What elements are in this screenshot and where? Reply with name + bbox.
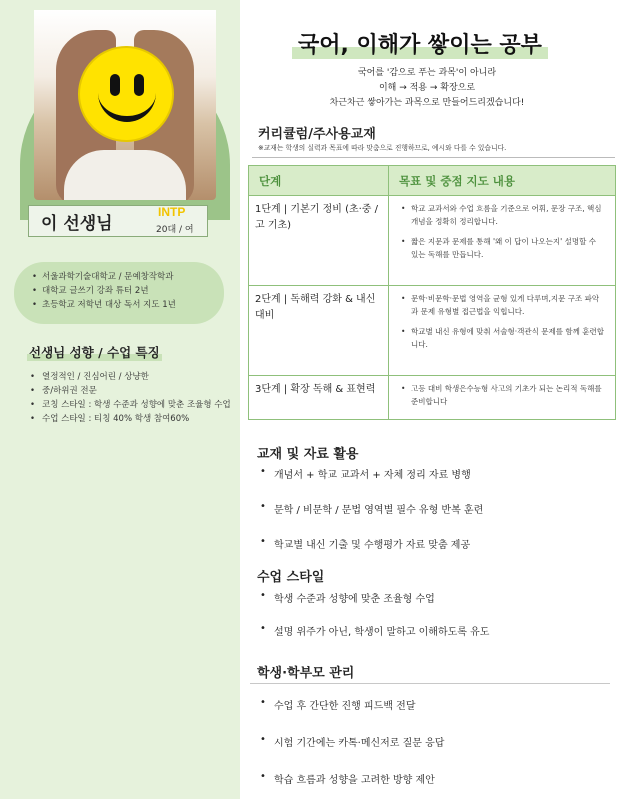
table-row (249, 376, 616, 420)
materials-heading: 교재 및 자료 활용 (257, 447, 359, 462)
bio-item: • 대학교 글쓰기 강좌 튜터 2년 (42, 284, 224, 298)
bio-item: • 초등학교 저학년 대상 독서 지도 1년 (42, 298, 224, 312)
traits-list (42, 370, 231, 426)
materials-list (250, 466, 620, 551)
style-heading: 수업 스타일 (257, 570, 325, 585)
curriculum-heading: 커리큘럼/주사용교재 (258, 127, 376, 142)
list-item: • 설명 위주가 아닌, 학생이 말하고 이해하도록 유도 (250, 623, 620, 638)
list-item: • 학습 흐름과 성향을 고려한 방향 제안 (250, 771, 620, 786)
column-header-stage: 단계 (249, 166, 389, 196)
mbti-badge: INTP (158, 205, 186, 219)
page-title: 국어, 이해가 쌓이는 공부 (292, 28, 548, 59)
list-item: • 문학 / 비문학 / 문법 영역별 필수 유형 반복 훈련 (250, 501, 620, 516)
curriculum-table (248, 165, 616, 420)
teacher-name: 이 선생님 (41, 213, 113, 234)
trait-item: • 코칭 스타일 : 학생 수준과 성향에 맞춘 조율형 수업 (42, 398, 231, 412)
style-section (250, 566, 620, 638)
divider (250, 683, 610, 684)
column-header-goal: 목표 및 중점 지도 내용 (389, 166, 616, 196)
divider (252, 157, 615, 158)
stage-cell: 1단계 | 기본기 정비 (초·중 / 고 기초) (249, 196, 389, 286)
list-item: • 수업 후 간단한 진행 피드백 전달 (250, 697, 620, 712)
table-row (249, 196, 616, 286)
goal-cell: • 고등 대비 학생은수능형 사고의 기초가 되는 논리적 독해를 준비합니다 (389, 376, 616, 420)
management-list (250, 697, 620, 786)
traits-heading: 선생님 성향 / 수업 특징 (29, 345, 160, 360)
management-section (250, 662, 620, 786)
trait-item: • 중/하위권 전문 (42, 384, 231, 398)
smiley-face-icon (78, 46, 174, 142)
style-list (250, 590, 620, 638)
curriculum-note: ※교재는 학생의 실력과 목표에 따라 맞춤으로 진행하므로, 예시와 다를 수 있습니다. (258, 144, 507, 152)
teacher-photo (34, 10, 216, 200)
goal-cell: • 학교 교과서와 수업 흐름을 기준으로 어휘, 문장 구조, 핵심 개념을 정확히 정리합니다. • 짧은 지문과 문제를 통해 '왜 이 답이 나오는지' 설명할 수 있는 독해를 만듭니다. (389, 196, 616, 286)
bio-item: • 서울과학기술대학교 / 문예창작학과 (42, 270, 224, 284)
management-heading: 학생·학부모 관리 (257, 666, 355, 681)
table-row (249, 286, 616, 376)
intro-text: 국어를 '감으로 푸는 과목'이 아니라 이해 → 적용 → 확장으로 차근차근 쌓아가는 과목으로 만들어드리겠습니다! (329, 68, 525, 108)
stage-cell: 2단계 | 독해력 강화 & 내신 대비 (249, 286, 389, 376)
list-item: • 개념서 + 학교 교과서 + 자체 정리 자료 병행 (250, 466, 620, 481)
goal-cell: • 문학·비문학·문법 영역을 균형 있게 다루며,지문 구조 파악과 문제 유형별 접근법을 익힙니다. • 학교별 내신 유형에 맞춰 서술형·객관식 문제를 함께 훈련합니다. (389, 286, 616, 376)
materials-section (250, 443, 620, 551)
bio-list (14, 262, 224, 324)
profile-sidebar (0, 0, 240, 799)
list-item: • 시험 기간에는 카톡·메신저로 질문 응답 (250, 734, 620, 749)
age-gender: 20대 / 여 (156, 225, 194, 235)
list-item: • 학생 수준과 성향에 맞춘 조율형 수업 (250, 590, 620, 605)
list-item: • 학교별 내신 기출 및 수행평가 자료 맞춤 제공 (250, 536, 620, 551)
trait-item: • 열정적인 / 진심어린 / 상냥한 (42, 370, 231, 384)
stage-cell: 3단계 | 확장 독해 & 표현력 (249, 376, 389, 420)
trait-item: • 수업 스타일 : 티칭 40% 학생 참여60% (42, 412, 231, 426)
